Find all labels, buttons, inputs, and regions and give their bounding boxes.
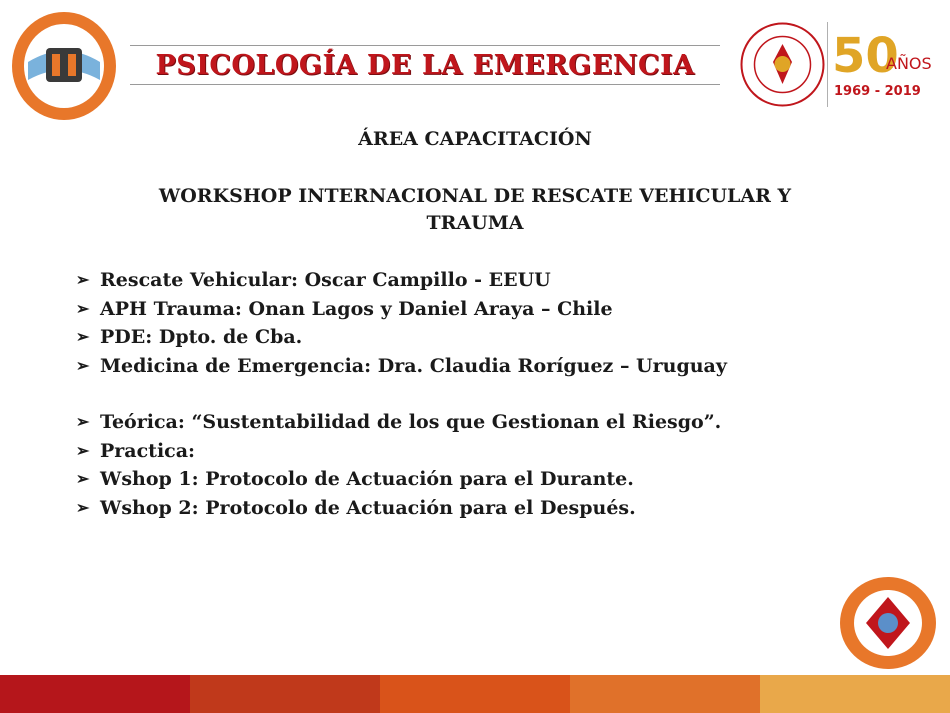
list-item: ➢ PDE: Dpto. de Cba. <box>76 326 303 348</box>
arrow-bullet-icon: ➢ <box>76 469 90 488</box>
list-item: ➢ Rescate Vehicular: Oscar Campillo - EEUU <box>76 269 551 291</box>
footer-color-bar <box>0 675 950 713</box>
arrow-bullet-icon: ➢ <box>76 497 90 517</box>
workshop-title-line2: TRAUMA <box>426 212 524 234</box>
list-item: ➢ Practica: <box>76 439 196 462</box>
list-item: ➢ Medicina de Emergencia: Dra. Claudia Roríguez – Uruguay <box>76 354 727 377</box>
activities-list <box>76 410 876 524</box>
anniversary-number: 50 <box>832 28 899 84</box>
arrow-bullet-icon: ➢ <box>76 270 90 289</box>
arrow-bullet-icon: ➢ <box>76 327 90 346</box>
footer-segment <box>190 675 380 713</box>
anniversary-years: 1969 - 2019 <box>834 84 921 99</box>
title-rule-bottom <box>130 84 720 85</box>
footer-segment <box>570 675 760 713</box>
anniversary-word: AÑOS <box>886 54 932 73</box>
list-item: ➢ Teórica: “Sustentabilidad de los que Gestionan el Riesgo”. <box>76 411 722 433</box>
arrow-bullet-icon: ➢ <box>76 440 90 460</box>
arrow-bullet-icon: ➢ <box>76 298 90 318</box>
area-heading: ÁREA CAPACITACIÓN <box>358 128 592 150</box>
list-item: ➢ Wshop 1: Protocolo de Actuación para el Durante. <box>76 468 634 490</box>
workshop-title <box>100 183 850 237</box>
psicologia-emergencia-logo <box>10 10 118 122</box>
federacion-bomberos-logo <box>740 22 825 107</box>
centro-capacitacion-logo <box>838 575 938 671</box>
arrow-bullet-icon: ➢ <box>76 412 90 431</box>
arrow-bullet-icon: ➢ <box>76 355 90 375</box>
workshop-title-line1: WORKSHOP INTERNACIONAL DE RESCATE VEHICULAR Y <box>158 185 792 207</box>
list-item: ➢ APH Trauma: Onan Lagos y Daniel Araya – Chile <box>76 297 613 320</box>
logo-divider <box>827 22 828 107</box>
list-item: ➢ Wshop 2: Protocolo de Actuación para el Después. <box>76 496 636 519</box>
footer-segment <box>380 675 570 713</box>
title-rule-top <box>130 45 720 46</box>
speakers-list <box>76 268 876 382</box>
footer-segment <box>0 675 190 713</box>
footer-segment <box>760 675 950 713</box>
page-title: PSICOLOGÍA DE LA EMERGENCIA <box>155 50 695 81</box>
anniversary-logo <box>832 30 940 102</box>
